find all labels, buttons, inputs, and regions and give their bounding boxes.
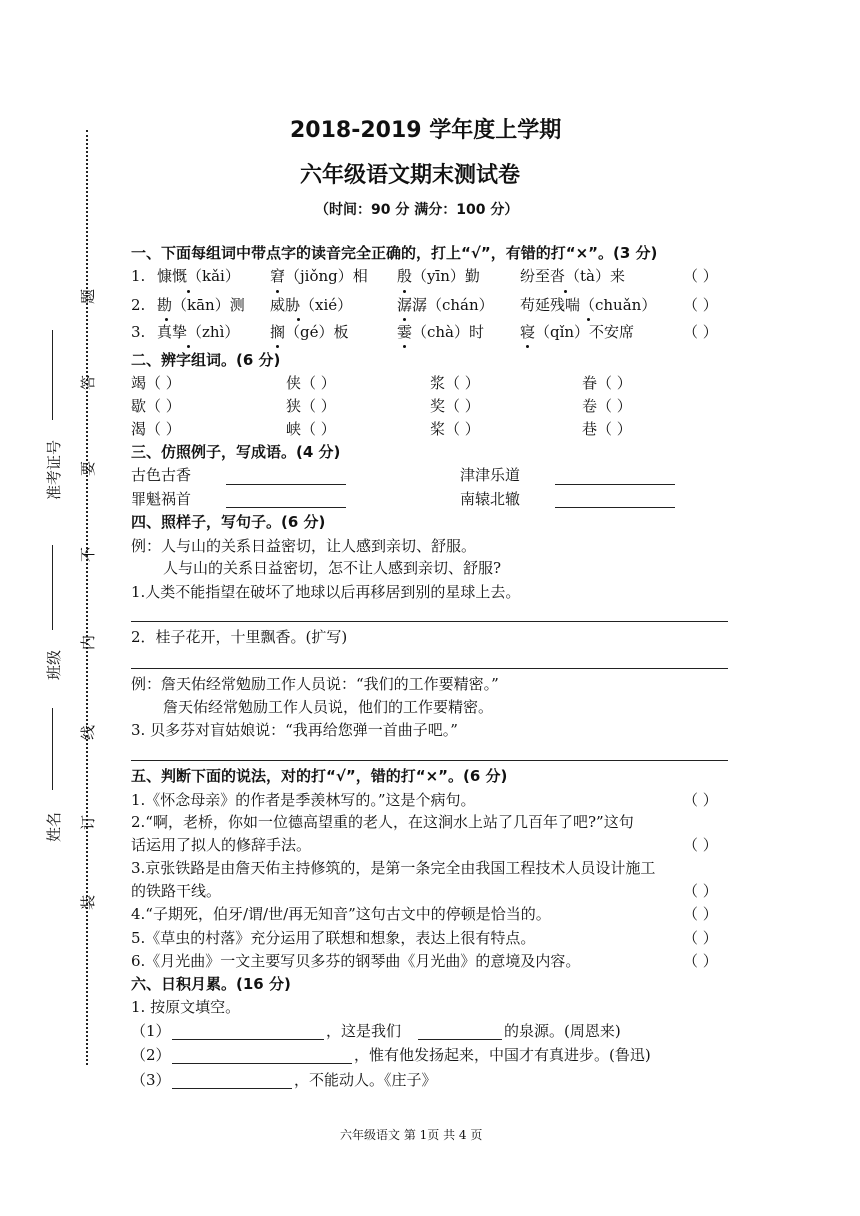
s4-answer-line[interactable] (131, 760, 728, 761)
seal-char: 内 (79, 634, 98, 651)
s2-cell[interactable]: 桨（ ） (430, 420, 480, 438)
section-1-title: 一、下面每组词中带点字的读音完全正确的，打上“√”，有错的打“×”。(3 分) (131, 244, 658, 262)
exam-number-label: 准考证号 (45, 439, 63, 500)
emphasis-dot (564, 290, 567, 293)
exam-meta: （时间：90 分 满分：100 分） (315, 202, 519, 218)
emphasis-dot (587, 318, 590, 321)
s4-answer-line[interactable] (131, 621, 728, 622)
s4-question: 2．桂子花开，十里飘香。(扩写) (131, 628, 348, 646)
s2-cell[interactable]: 歇（ ） (131, 397, 181, 415)
section-2-title: 二、辨字组词。(6 分) (131, 351, 281, 369)
s1-item: 搁（gé）板 (270, 323, 349, 341)
s3-answer-line[interactable] (226, 484, 346, 485)
s6-subheading: 1. 按原文填空。 (131, 998, 241, 1016)
s1-item: 霎（chà）时 (397, 323, 485, 341)
s2-cell[interactable]: 竭（ ） (131, 374, 181, 392)
s2-cell[interactable]: 巷（ ） (582, 420, 632, 438)
exam-title: 六年级语文期末测试卷 (300, 163, 521, 188)
s5-question: 1.《怀念母亲》的作者是季羡林写的。”这是个病句。 (131, 791, 476, 809)
seal-char: 要 (79, 460, 98, 477)
s6-item-number: （1） (131, 1022, 171, 1040)
s3-example: 古色古香 (131, 466, 192, 484)
emphasis-dot (187, 345, 190, 348)
section-6-title: 六、日积月累。(16 分) (131, 975, 291, 993)
s2-cell[interactable]: 峡（ ） (286, 420, 336, 438)
answer-paren[interactable]: （ ） (683, 791, 718, 809)
s2-cell[interactable]: 狭（ ） (286, 397, 336, 415)
s3-example: 津津乐道 (460, 466, 521, 484)
answer-paren[interactable]: （ ） (683, 836, 718, 854)
s1-item: 纷至沓（tà）来 (520, 267, 625, 285)
s4-example: 人与山的关系日益密切，怎不让人感到亲切、舒服? (163, 559, 502, 577)
s1-item: 窘（jiǒng）相 (270, 267, 368, 285)
s4-example: 例：詹天佑经常勉励工作人员说：“我们的工作要精密。” (131, 675, 499, 693)
s5-question: 的铁路干线。 (131, 882, 222, 900)
section-3-title: 三、仿照例子，写成语。(4 分) (131, 443, 341, 461)
s6-item-number: （3） (131, 1071, 171, 1089)
answer-paren[interactable]: （ ） (683, 323, 718, 341)
seal-char: 答 (79, 374, 98, 391)
class-blank[interactable] (52, 545, 53, 630)
s2-cell[interactable]: 侠（ ） (286, 374, 336, 392)
answer-paren[interactable]: （ ） (683, 296, 718, 314)
s4-answer-line[interactable] (131, 668, 728, 669)
emphasis-dot (297, 318, 300, 321)
answer-paren[interactable]: （ ） (683, 882, 718, 900)
emphasis-dot (276, 345, 279, 348)
s1-item: 真挚（zhì） (157, 323, 240, 341)
s6-text: 的泉源。(周恩来) (504, 1022, 621, 1040)
section-5-title: 五、判断下面的说法，对的打“√”，错的打“×”。(6 分) (131, 767, 508, 785)
s5-question: 6.《月光曲》一文主要写贝多芬的钢琴曲《月光曲》的意境及内容。 (131, 952, 581, 970)
emphasis-dot (526, 345, 529, 348)
s3-answer-line[interactable] (226, 507, 346, 508)
seal-char: 订 (79, 814, 98, 831)
s6-fill-blank[interactable] (172, 1063, 352, 1064)
s6-item-number: （2） (131, 1046, 171, 1064)
s6-text: ，惟有他发扬起来，中国才有真进步。(鲁迅) (354, 1046, 651, 1064)
s1-row-num: 2. (131, 296, 146, 314)
s4-example: 例：人与山的关系日益密切，让人感到亲切、舒服。 (131, 537, 477, 555)
s2-cell[interactable]: 渴（ ） (131, 420, 181, 438)
s2-cell[interactable]: 浆（ ） (430, 374, 480, 392)
s5-question: 2.“啊，老桥，你如一位德高望重的老人，在这涧水上站了几百年了吧?”这句 (131, 813, 634, 831)
seal-char: 不 (79, 546, 98, 563)
s1-item: 勘（kān）测 (157, 296, 245, 314)
s2-cell[interactable]: 眷（ ） (582, 374, 632, 392)
s2-cell[interactable]: 卷（ ） (582, 397, 632, 415)
s2-cell[interactable]: 奖（ ） (430, 397, 480, 415)
emphasis-dot (403, 318, 406, 321)
s6-fill-blank[interactable] (172, 1088, 292, 1089)
answer-paren[interactable]: （ ） (683, 929, 718, 947)
seal-char: 装 (79, 894, 98, 911)
s1-row-num: 3. (131, 323, 146, 341)
answer-paren[interactable]: （ ） (683, 952, 718, 970)
s1-row-num: 1. (131, 267, 146, 285)
s5-question: 3.京张铁路是由詹天佑主持修筑的，是第一条完全由我国工程技术人员设计施工 (131, 859, 656, 877)
class-label: 班级 (45, 649, 63, 680)
s6-text: ，这是我们 (326, 1022, 402, 1040)
s6-fill-blank[interactable] (172, 1039, 324, 1040)
name-blank[interactable] (52, 708, 53, 790)
emphasis-dot (403, 345, 406, 348)
answer-paren[interactable]: （ ） (683, 267, 718, 285)
s6-fill-blank[interactable] (418, 1039, 502, 1040)
answer-paren[interactable]: （ ） (683, 905, 718, 923)
s5-question: 4.“子期死，伯牙/谓/世/再无知音”这句古文中的停顿是恰当的。 (131, 905, 551, 923)
s5-question: 话运用了拟人的修辞手法。 (131, 836, 312, 854)
s5-question: 5.《草虫的村落》充分运用了联想和想象，表达上很有特点。 (131, 929, 536, 947)
s6-text: ，不能动人。《庄子》 (294, 1071, 437, 1089)
name-label: 姓名 (45, 811, 63, 842)
seal-char: 线 (79, 724, 98, 741)
page-footer: 六年级语文 第 1页 共 4 页 (340, 1128, 483, 1142)
page-title: 2018-2019 学年度上学期 (290, 118, 562, 143)
s1-item: 潺潺（chán） (397, 296, 494, 314)
s1-item: 寝（qǐn）不安席 (520, 323, 635, 341)
binding-dotted-line (86, 130, 88, 1065)
s1-item: 威胁（xié） (270, 296, 353, 314)
s3-answer-line[interactable] (555, 507, 675, 508)
section-4-title: 四、照样子，写句子。(6 分) (131, 513, 326, 531)
emphasis-dot (165, 318, 168, 321)
s4-question: 1.人类不能指望在破坏了地球以后再移居到别的星球上去。 (131, 583, 521, 601)
seal-char: 题 (79, 288, 98, 305)
emphasis-dot (276, 290, 279, 293)
s4-example: 詹天佑经常勉励工作人员说，他们的工作要精密。 (163, 698, 494, 716)
emphasis-dot (403, 290, 406, 293)
s1-item: 苟延残喘（chuǎn） (520, 296, 657, 314)
exam-number-blank[interactable] (52, 330, 53, 420)
s4-question: 3. 贝多芬对盲姑娘说：“我再给您弹一首曲子吧。” (131, 721, 458, 739)
s1-item: 殷（yīn）勤 (397, 267, 480, 285)
s1-item: 慷慨（kǎi） (157, 267, 240, 285)
s3-answer-line[interactable] (555, 484, 675, 485)
s3-example: 罪魁祸首 (131, 490, 192, 508)
s3-example: 南辕北辙 (460, 490, 521, 508)
emphasis-dot (187, 290, 190, 293)
